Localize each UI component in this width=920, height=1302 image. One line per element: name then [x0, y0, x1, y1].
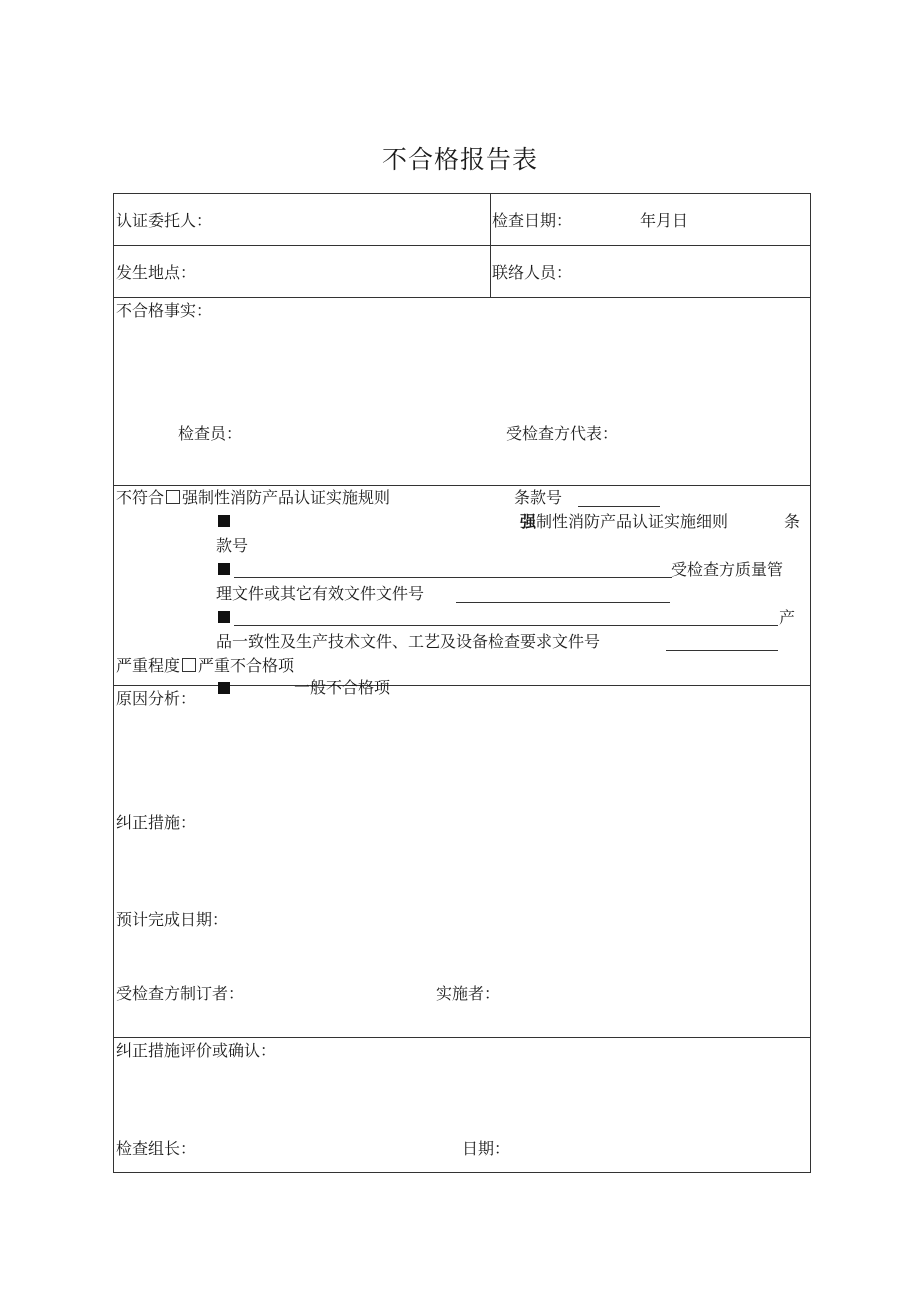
clause-no-blank[interactable]: [578, 506, 660, 507]
quality-doc-checkbox[interactable]: [218, 563, 230, 575]
column-divider: [490, 193, 491, 297]
clause-no-label: 条款号: [514, 488, 563, 507]
serious-text: 严重不合格项: [198, 656, 295, 675]
nonconformity-line: [116, 488, 390, 508]
product-doc-blank[interactable]: [234, 625, 778, 626]
inspectee-rep-label: 受检查方代表：: [506, 424, 619, 443]
quality-doc-blank[interactable]: [234, 577, 672, 578]
detail-clause-b: 款号: [216, 536, 249, 555]
cause-analysis-label: 原因分析：: [116, 689, 197, 708]
client-label: 认证委托人：: [116, 211, 213, 230]
implementer-label: 实施者：: [436, 984, 501, 1003]
inspection-date-label: 检查日期：: [492, 211, 573, 230]
row-divider: [113, 297, 811, 298]
product-doc-checkbox[interactable]: [218, 611, 230, 623]
product-b: 品一致性及生产技术文件、工艺及设备检查要求文件号: [216, 632, 601, 651]
rule-text: 强制性消防产品认证实施规则: [182, 488, 391, 507]
detail-rule-text: [520, 512, 728, 532]
general-text: 一般不合格项: [294, 678, 391, 697]
detail-clause-a: 条: [784, 512, 801, 531]
date-suffix: 年月日: [640, 211, 689, 230]
quality-doc-no-blank[interactable]: [456, 602, 670, 603]
evaluation-label: 纠正措施评价或确认：: [116, 1041, 277, 1060]
severity-label: 严重程度: [116, 656, 181, 675]
rule-checkbox[interactable]: [166, 490, 180, 504]
planner-label: 受检查方制订者：: [116, 984, 245, 1003]
detail-rule-bold: 强: [520, 512, 537, 531]
contact-label: 联络人员：: [492, 263, 573, 282]
evaluation-date-label: 日期：: [462, 1139, 511, 1158]
severity-line: [116, 656, 294, 676]
page-title: 不合格报告表: [381, 145, 538, 174]
general-checkbox[interactable]: [218, 682, 230, 694]
inspector-label: 检查员：: [178, 424, 243, 443]
corrective-label: 纠正措施：: [116, 813, 197, 832]
quality-doc-a: 受检查方质量管: [671, 560, 784, 579]
detail-rule-checkbox[interactable]: [218, 515, 230, 527]
product-a: 产: [779, 608, 796, 627]
completion-date-label: 预计完成日期：: [116, 910, 229, 929]
detail-rule-rest: 制性消防产品认证实施细则: [536, 512, 729, 531]
row-divider: [113, 1037, 811, 1038]
quality-doc-b: 理文件或其它有效文件文件号: [216, 584, 425, 603]
facts-label: 不合格事实：: [116, 301, 213, 320]
product-doc-no-blank[interactable]: [666, 650, 778, 651]
leader-label: 检查组长：: [116, 1139, 197, 1158]
location-label: 发生地点：: [116, 263, 197, 282]
nonconformity-section: [114, 486, 810, 697]
row-divider: [113, 245, 811, 246]
serious-checkbox[interactable]: [182, 658, 196, 672]
prefix-text: 不符合: [116, 488, 165, 507]
